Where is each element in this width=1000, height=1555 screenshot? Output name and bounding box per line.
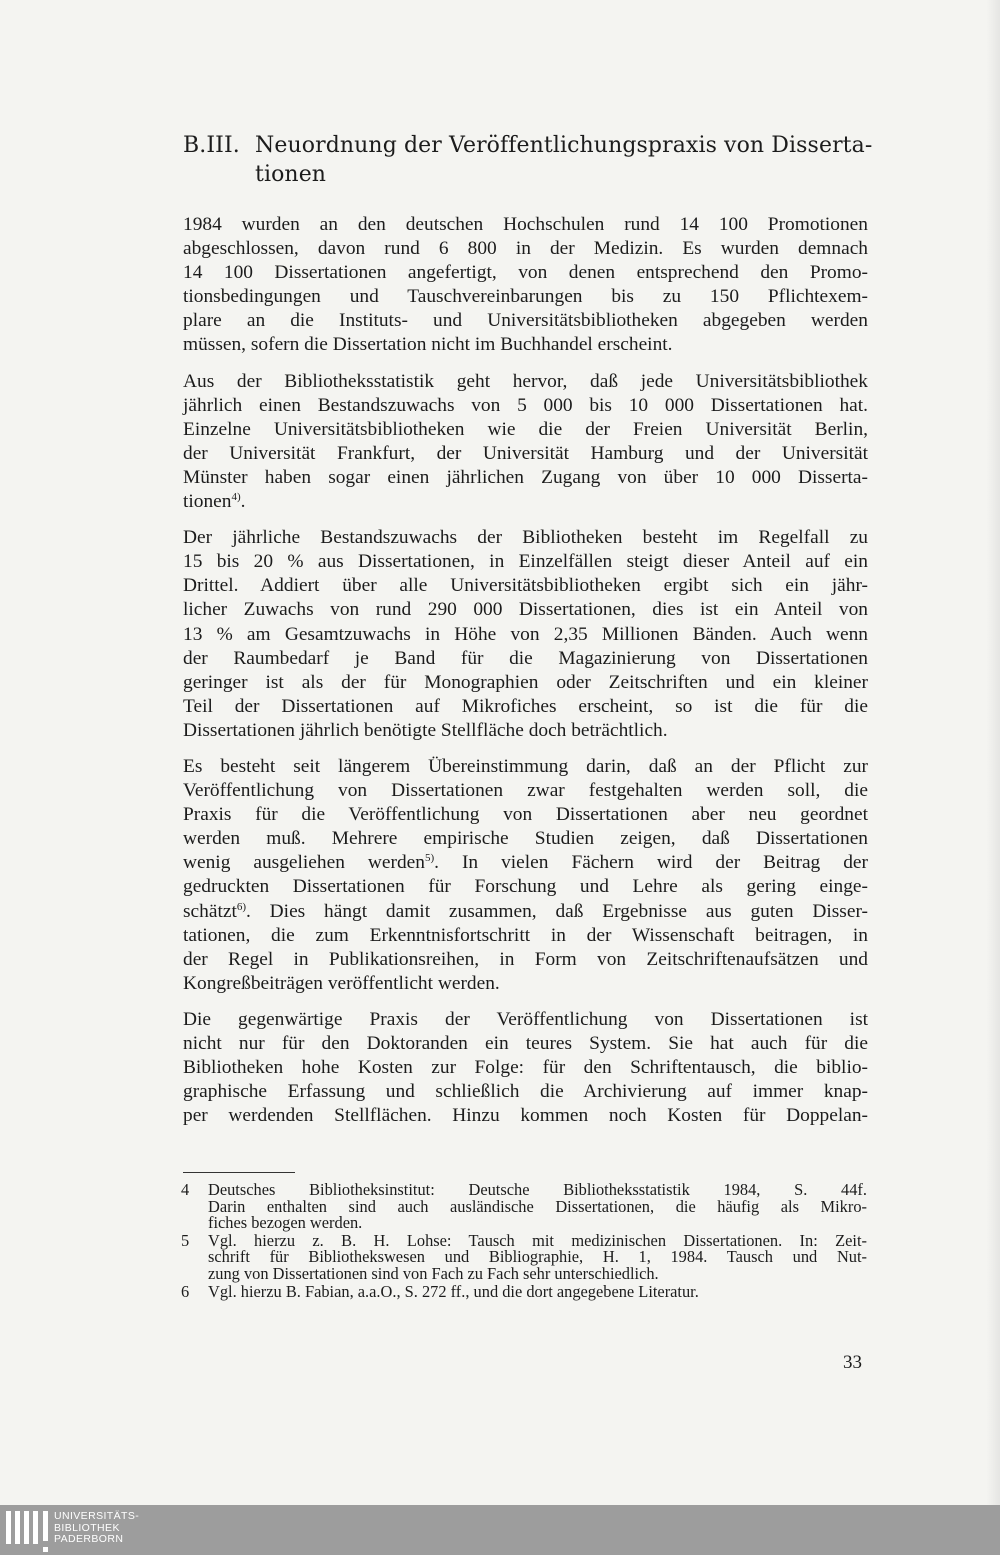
text-line: der Universität Frankfurt, der Universität Hamburg und der Universität xyxy=(183,442,868,464)
text-line: tionsbedingungen und Tauschvereinbarungen bis zu 150 Pflichtexem- xyxy=(183,286,868,308)
footnote-line: Darin enthalten sind auch ausländische Dissertationen, die häufig als Mikro- xyxy=(208,1196,867,1216)
text-line: der Regel in Publikationsreihen, in Form von Zeitschriftenaufsätzen und xyxy=(183,948,868,970)
text-fragment: . In vielen Fächern wird der Beitrag der xyxy=(434,852,868,874)
text-line: Münster haben sogar einen jährlichen Zugang von über 10 000 Disserta- xyxy=(183,466,868,488)
text-line: per werdenden Stellflächen. Hinzu kommen noch Kosten für Doppelan- xyxy=(183,1105,868,1127)
text-line: licher Zuwachs von rund 290 000 Dissertationen, dies ist ein Anteil von xyxy=(183,599,868,621)
footnote-number: 6 xyxy=(181,1281,190,1301)
text-fragment: wenig ausgeliehen werden xyxy=(183,852,425,874)
text-line: werden muß. Mehrere empirische Studien zeigen, daß Dissertationen xyxy=(183,828,868,850)
text-line: 15 bis 20 % aus Dissertationen, in Einzelfällen steigt dieser Anteil auf ein xyxy=(183,551,868,573)
text-line: 13 % am Gesamtzuwachs in Höhe von 2,35 Millionen Bänden. Auch wenn xyxy=(183,623,868,645)
text-fragment: tionen xyxy=(183,491,232,513)
section-number: B.III. xyxy=(183,133,240,158)
text-line: Kongreßbeiträgen veröffentlicht werden. xyxy=(183,972,500,994)
footnote-line: schrift für Bibliothekswesen und Bibliographie, H. 1, 1984. Tausch und Nut- xyxy=(208,1247,867,1267)
library-logo[interactable] xyxy=(6,1511,139,1551)
page-number: 33 xyxy=(843,1352,862,1373)
text-fragment: schätzt xyxy=(183,900,237,922)
text-line: der Raumbedarf je Band für die Magazinierung von Dissertationen xyxy=(183,647,868,669)
paragraph-4 xyxy=(183,755,868,996)
page-edge-shadow xyxy=(986,0,1000,1505)
footnote-ref-4[interactable]: 4) xyxy=(231,491,241,504)
paragraph-5 xyxy=(183,1008,868,1128)
text-line: plare an die Instituts- und Universitätsbibliotheken abgegeben werden xyxy=(183,310,868,332)
text-line: graphische Erfassung und schließlich die Archivierung auf immer knap- xyxy=(183,1081,868,1103)
library-footer-bar xyxy=(0,1505,1000,1555)
footnote-line: fiches bezogen werden. xyxy=(208,1213,363,1233)
section-title-line-2: tionen xyxy=(255,162,327,187)
text-line: Praxis für die Veröffentlichung von Dissertationen aber neu geordnet xyxy=(183,804,868,826)
footnote-number: 5 xyxy=(181,1230,190,1250)
text-line: gedruckten Dissertationen für Forschung und Lehre als gering einge- xyxy=(183,876,868,898)
footnote-line: Vgl. hierzu z. B. H. Lohse: Tausch mit medizinischen Dissertationen. In: Zeit- xyxy=(208,1230,867,1250)
text-line: 1984 wurden an den deutschen Hochschulen rund 14 100 Promotionen xyxy=(183,214,868,235)
paragraph-1 xyxy=(183,213,868,358)
text-line: Teil der Dissertationen auf Mikrofiches erscheint, so ist die für die xyxy=(183,695,868,717)
text-line: Dissertationen jährlich benötigte Stellfläche doch beträchtlich. xyxy=(183,719,668,741)
text-fragment: . xyxy=(240,491,246,513)
logo-line: PADERBORN xyxy=(54,1533,124,1545)
paragraph-3 xyxy=(183,526,868,743)
text-line: Veröffentlichung von Dissertationen zwar festgehalten werden soll, die xyxy=(183,780,868,802)
text-line: tationen, die zum Erkenntnisfortschritt in der Wissenschaft beitragen, in xyxy=(183,924,868,946)
text-line xyxy=(183,851,868,875)
logo-line: BIBLIOTHEK xyxy=(54,1521,120,1534)
text-line: geringer ist als der für Monographien oder Zeitschriften und ein kleiner xyxy=(183,671,868,693)
text-line: Es besteht seit längerem Übereinstimmung darin, daß an der Pflicht zur xyxy=(183,755,868,777)
text-line: Bibliotheken hohe Kosten zur Folge: für den Schriftentausch, die biblio- xyxy=(183,1057,868,1079)
footnote-4 xyxy=(181,1182,867,1232)
library-logo-icon xyxy=(6,1511,48,1551)
section-title-line-1: Neuordnung der Veröffentlichungspraxis von Disserta- xyxy=(255,133,873,158)
text-line: 14 100 Dissertationen angefertigt, von denen entsprechend den Promo- xyxy=(183,262,868,284)
text-line: jährlich einen Bestandszuwachs von 5 000 bis 10 000 Dissertationen hat. xyxy=(183,394,868,416)
footnote-line: Deutsches Bibliotheksinstitut: Deutsche Bibliotheksstatistik 1984, S. 44f. xyxy=(208,1180,867,1199)
text-line: nicht nur für den Doktoranden ein teures System. Sie hat auch für die xyxy=(183,1033,868,1054)
footnote-number: 4 xyxy=(181,1180,190,1199)
footnotes xyxy=(181,1182,867,1301)
footnote-line: Vgl. hierzu B. Fabian, a.a.O., S. 272 ff., und die dort angegebene Literatur. xyxy=(208,1281,699,1301)
footnote-6 xyxy=(181,1281,867,1301)
body-text xyxy=(183,213,868,1140)
text-line: müssen, sofern die Dissertation nicht im Buchhandel erscheint. xyxy=(183,334,673,356)
text-line: abgeschlossen, davon rund 6 800 in der Medizin. Es wurden demnach xyxy=(183,238,868,260)
text-line: Drittel. Addiert über alle Universitätsbibliotheken ergibt sich ein jähr- xyxy=(183,575,868,597)
library-logo-text xyxy=(54,1511,139,1546)
text-line xyxy=(183,900,868,924)
text-line xyxy=(183,490,868,514)
paragraph-2 xyxy=(183,370,868,515)
footnote-divider xyxy=(183,1172,295,1173)
footnote-5 xyxy=(181,1230,867,1283)
logo-line: UNIVERSITÄTS- xyxy=(54,1510,140,1522)
text-line: Der jährliche Bestandszuwachs der Bibliotheken besteht im Regelfall zu xyxy=(183,527,868,549)
footnote-ref-6[interactable]: 6) xyxy=(236,900,247,913)
text-fragment: . Dies hängt damit zusammen, daß Ergebnisse aus guten Disser- xyxy=(246,900,868,922)
footnote-line: zung von Dissertationen sind von Fach zu Fach sehr unterschiedlich. xyxy=(208,1263,659,1283)
section-heading xyxy=(183,131,873,189)
text-line: Aus der Bibliotheksstatistik geht hervor, daß jede Universitätsbibliothek xyxy=(183,370,868,392)
text-line: Einzelne Universitätsbibliotheken wie die der Freien Universität Berlin, xyxy=(183,418,868,440)
text-line: Die gegenwärtige Praxis der Veröffentlichung von Dissertationen ist xyxy=(183,1008,868,1030)
footnote-ref-5[interactable]: 5) xyxy=(424,852,435,865)
